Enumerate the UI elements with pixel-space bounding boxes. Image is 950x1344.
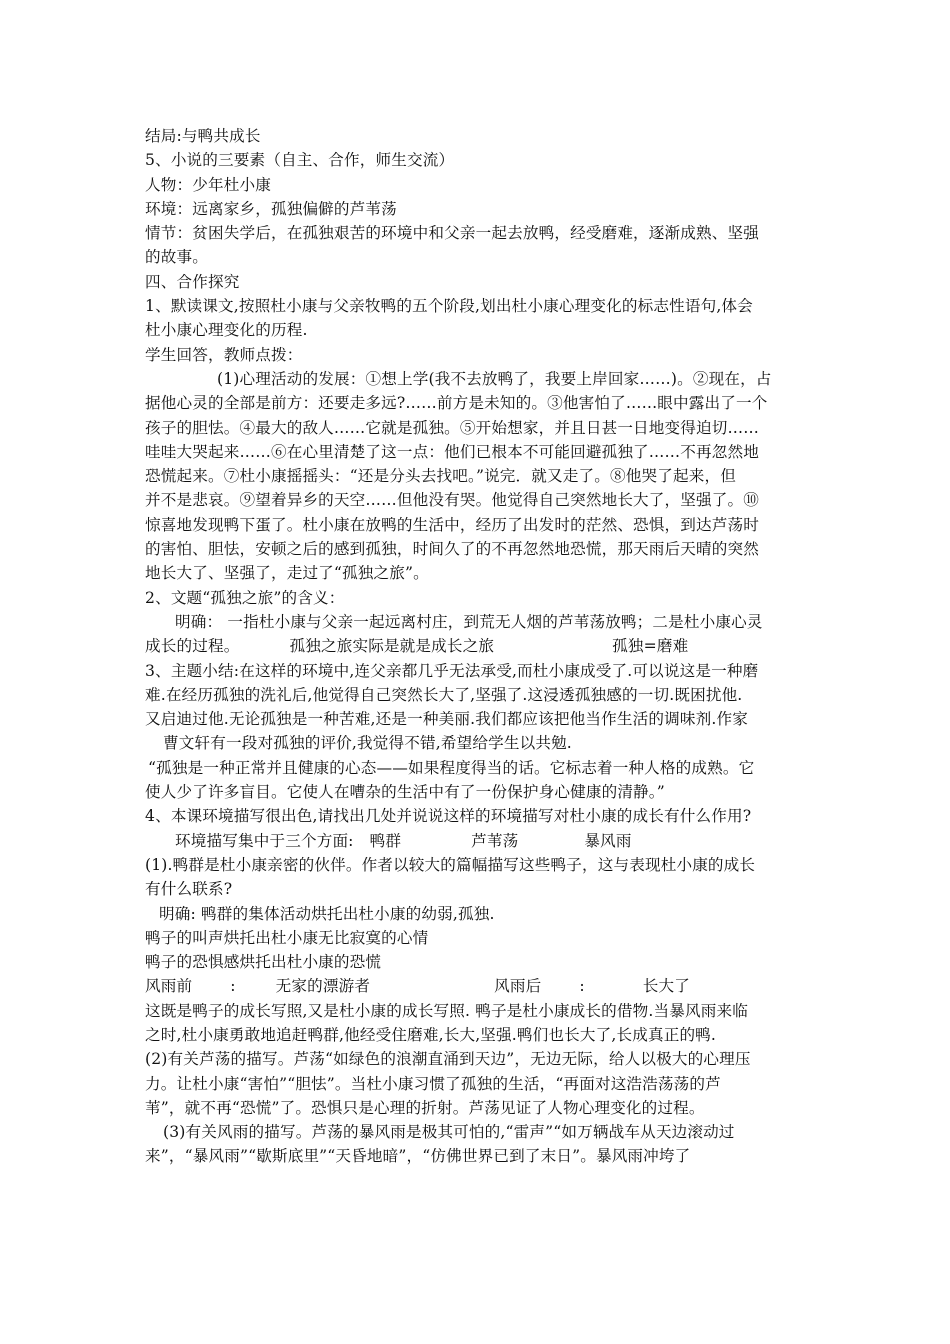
text-line: 1、默读课文,按照杜小康与父亲牧鸭的五个阶段,划出杜小康心理变化的标志性语句,体会 — [145, 297, 753, 316]
text-segment: 无家的漂游者 — [275, 977, 371, 996]
text-line: 情节：贫困失学后，在孤独艰苦的环境中和父亲一起去放鸭，经受磨难，逐渐成熟、坚强 — [145, 224, 760, 243]
text-segment: 环境描写集中于三个方面: — [175, 831, 354, 850]
text-line: 地长大了、坚强了，走过了“孤独之旅”。 — [145, 564, 429, 583]
section-heading: 四、合作探究 — [145, 272, 240, 291]
quote-line: 使人少了许多盲目。它使人在嘈杂的生活中有了一份保护身心健康的清静。” — [145, 783, 665, 802]
text-line — [145, 829, 810, 853]
text-line: 据他心灵的全部是前方：还要走多远?……前方是未知的。③他害怕了……眼中露出了一个 — [145, 394, 768, 413]
text-line — [145, 634, 810, 658]
quote-line: “孤独是一种正常并且健康的心态——如果程度得当的话。它标志着一种人格的成熟。它 — [148, 758, 755, 777]
text-segment: 风雨前 — [145, 977, 193, 996]
text-segment: 暴风雨 — [584, 831, 632, 850]
text-line: 3、主题小结:在这样的环境中,连父亲都几乎无法承受,而杜小康成受了.可以说这是一种磨 — [145, 661, 759, 680]
text-line: 之时,杜小康勇敢地追赶鸭群,他经受住磨难,长大,坚强.鸭们也长大了,长成真正的鸭. — [145, 1025, 717, 1044]
text-line: (1).鸭群是杜小康亲密的伙伴。作者以较大的篇幅描写这些鸭子，这与表现杜小康的成长 — [145, 855, 756, 874]
text-segment: 风雨后 — [494, 977, 542, 996]
text-line: 苇”，就不再“恐慌”了。恐惧只是心理的折射。芦荡见证了人物心理变化的过程。 — [145, 1098, 705, 1117]
text-line: 杜小康心理变化的历程. — [145, 321, 308, 340]
text-line: 曹文轩有一段对孤独的评价,我觉得不错,希望给学生以共勉. — [163, 734, 572, 753]
text-line: 并不是悲哀。⑨望着异乡的天空……但他没有哭。他觉得自己突然地长大了，坚强了。⑩ — [145, 491, 760, 510]
text-segment: 长大了 — [642, 977, 690, 996]
text-line: 鸭子的叫声烘托出杜小康无比寂寞的心情 — [145, 928, 429, 947]
text-line: 2、文题“孤独之旅”的含义： — [145, 588, 345, 607]
text-line: 难.在经历孤独的洗礼后,他觉得自己突然长大了,坚强了.这浸透孤独感的一切.既困扰他. — [145, 685, 743, 704]
text-line: 来”，“暴风雨”“歇斯底里”“天昏地暗”，“仿佛世界已到了末日”。暴风雨冲垮了 — [145, 1147, 691, 1166]
text-segment: 孤独=磨难 — [612, 637, 689, 656]
text-line: 的故事。 — [145, 248, 208, 267]
text-line: 恐慌起来。⑦杜小康摇摇头：“还是分头去找吧。”说完．就又走了。⑧他哭了起来，但 — [145, 467, 736, 486]
document-body — [145, 124, 810, 1169]
text-line: 环境：远离家乡，孤独偏僻的芦苇荡 — [145, 199, 397, 218]
text-segment: 鸭群 — [369, 831, 402, 850]
text-segment: : — [579, 977, 585, 996]
text-segment: : — [230, 977, 236, 996]
text-line: (2)有关芦荡的描写。芦荡“如绿色的浪潮直涌到天边”，无边无际，给人以极大的心理压 — [145, 1050, 751, 1069]
text-line: 人物：少年杜小康 — [145, 175, 271, 194]
text-line: (3)有关风雨的描写。芦荡的暴风雨是极其可怕的,“雷声”“如万辆战车从天边滚动过 — [163, 1123, 735, 1142]
text-line: 结局:与鸭共成长 — [145, 127, 261, 145]
text-line: 又启迪过他.无论孤独是一种苦难,还是一种美丽.我们都应该把他当作生活的调味剂.作家 — [145, 710, 748, 729]
text-segment: 成长的过程。 — [145, 637, 240, 656]
text-line: 学生回答，教师点拨： — [145, 345, 303, 364]
text-line: 4、本课环境描写很出色,请找出几处并说说这样的环境描写对杜小康的成长有什么作用? — [145, 807, 752, 826]
text-line: 鸭子的恐惧感烘托出杜小康的恐慌 — [145, 953, 382, 972]
text-line: 的害怕、胆怯，安顿之后的感到孤独，时间久了的不再忽然地恐慌，那天雨后天晴的突然 — [145, 540, 760, 559]
text-line — [145, 974, 810, 998]
text-line: 力。让杜小康“害怕”“胆怯”。当杜小康习惯了孤独的生活，“再面对这浩浩荡荡的芦 — [145, 1074, 721, 1093]
text-line: 有什么联系? — [145, 880, 233, 899]
text-line: 孩子的胆怯。④最大的敌人……它就是孤独。⑤开始想家，并且日甚一日地变得迫切…… — [145, 418, 760, 437]
text-line: 惊喜地发现鸭下蛋了。杜小康在放鸭的生活中，经历了出发时的茫然、恐惧，到达芦荡时 — [145, 515, 760, 534]
section-heading: 5、小说的三要素（自主、合作，师生交流） — [145, 151, 455, 170]
text-segment: 孤独之旅实际是就是成长之旅 — [289, 637, 495, 656]
text-line: 这既是鸭子的成长写照,又是杜小康的成长写照. 鸭子是杜小康成长的借物.当暴风雨来临 — [145, 1001, 748, 1020]
text-line: (1)心理活动的发展：①想上学(我不去放鸭了，我要上岸回家……)。②现在，占 — [217, 369, 772, 388]
text-line: 明确: 鸭群的集体活动烘托出杜小康的幼弱,孤独. — [159, 904, 495, 923]
text-line: 哇哇大哭起来……⑥在心里清楚了这一点：他们已根本不可能回避孤独了……不再忽然地 — [145, 442, 760, 461]
text-line: 明确： 一指杜小康与父亲一起远离村庄，到荒无人烟的芦苇荡放鸭；二是杜小康心灵 — [175, 612, 763, 631]
text-segment: 芦苇荡 — [471, 831, 519, 850]
